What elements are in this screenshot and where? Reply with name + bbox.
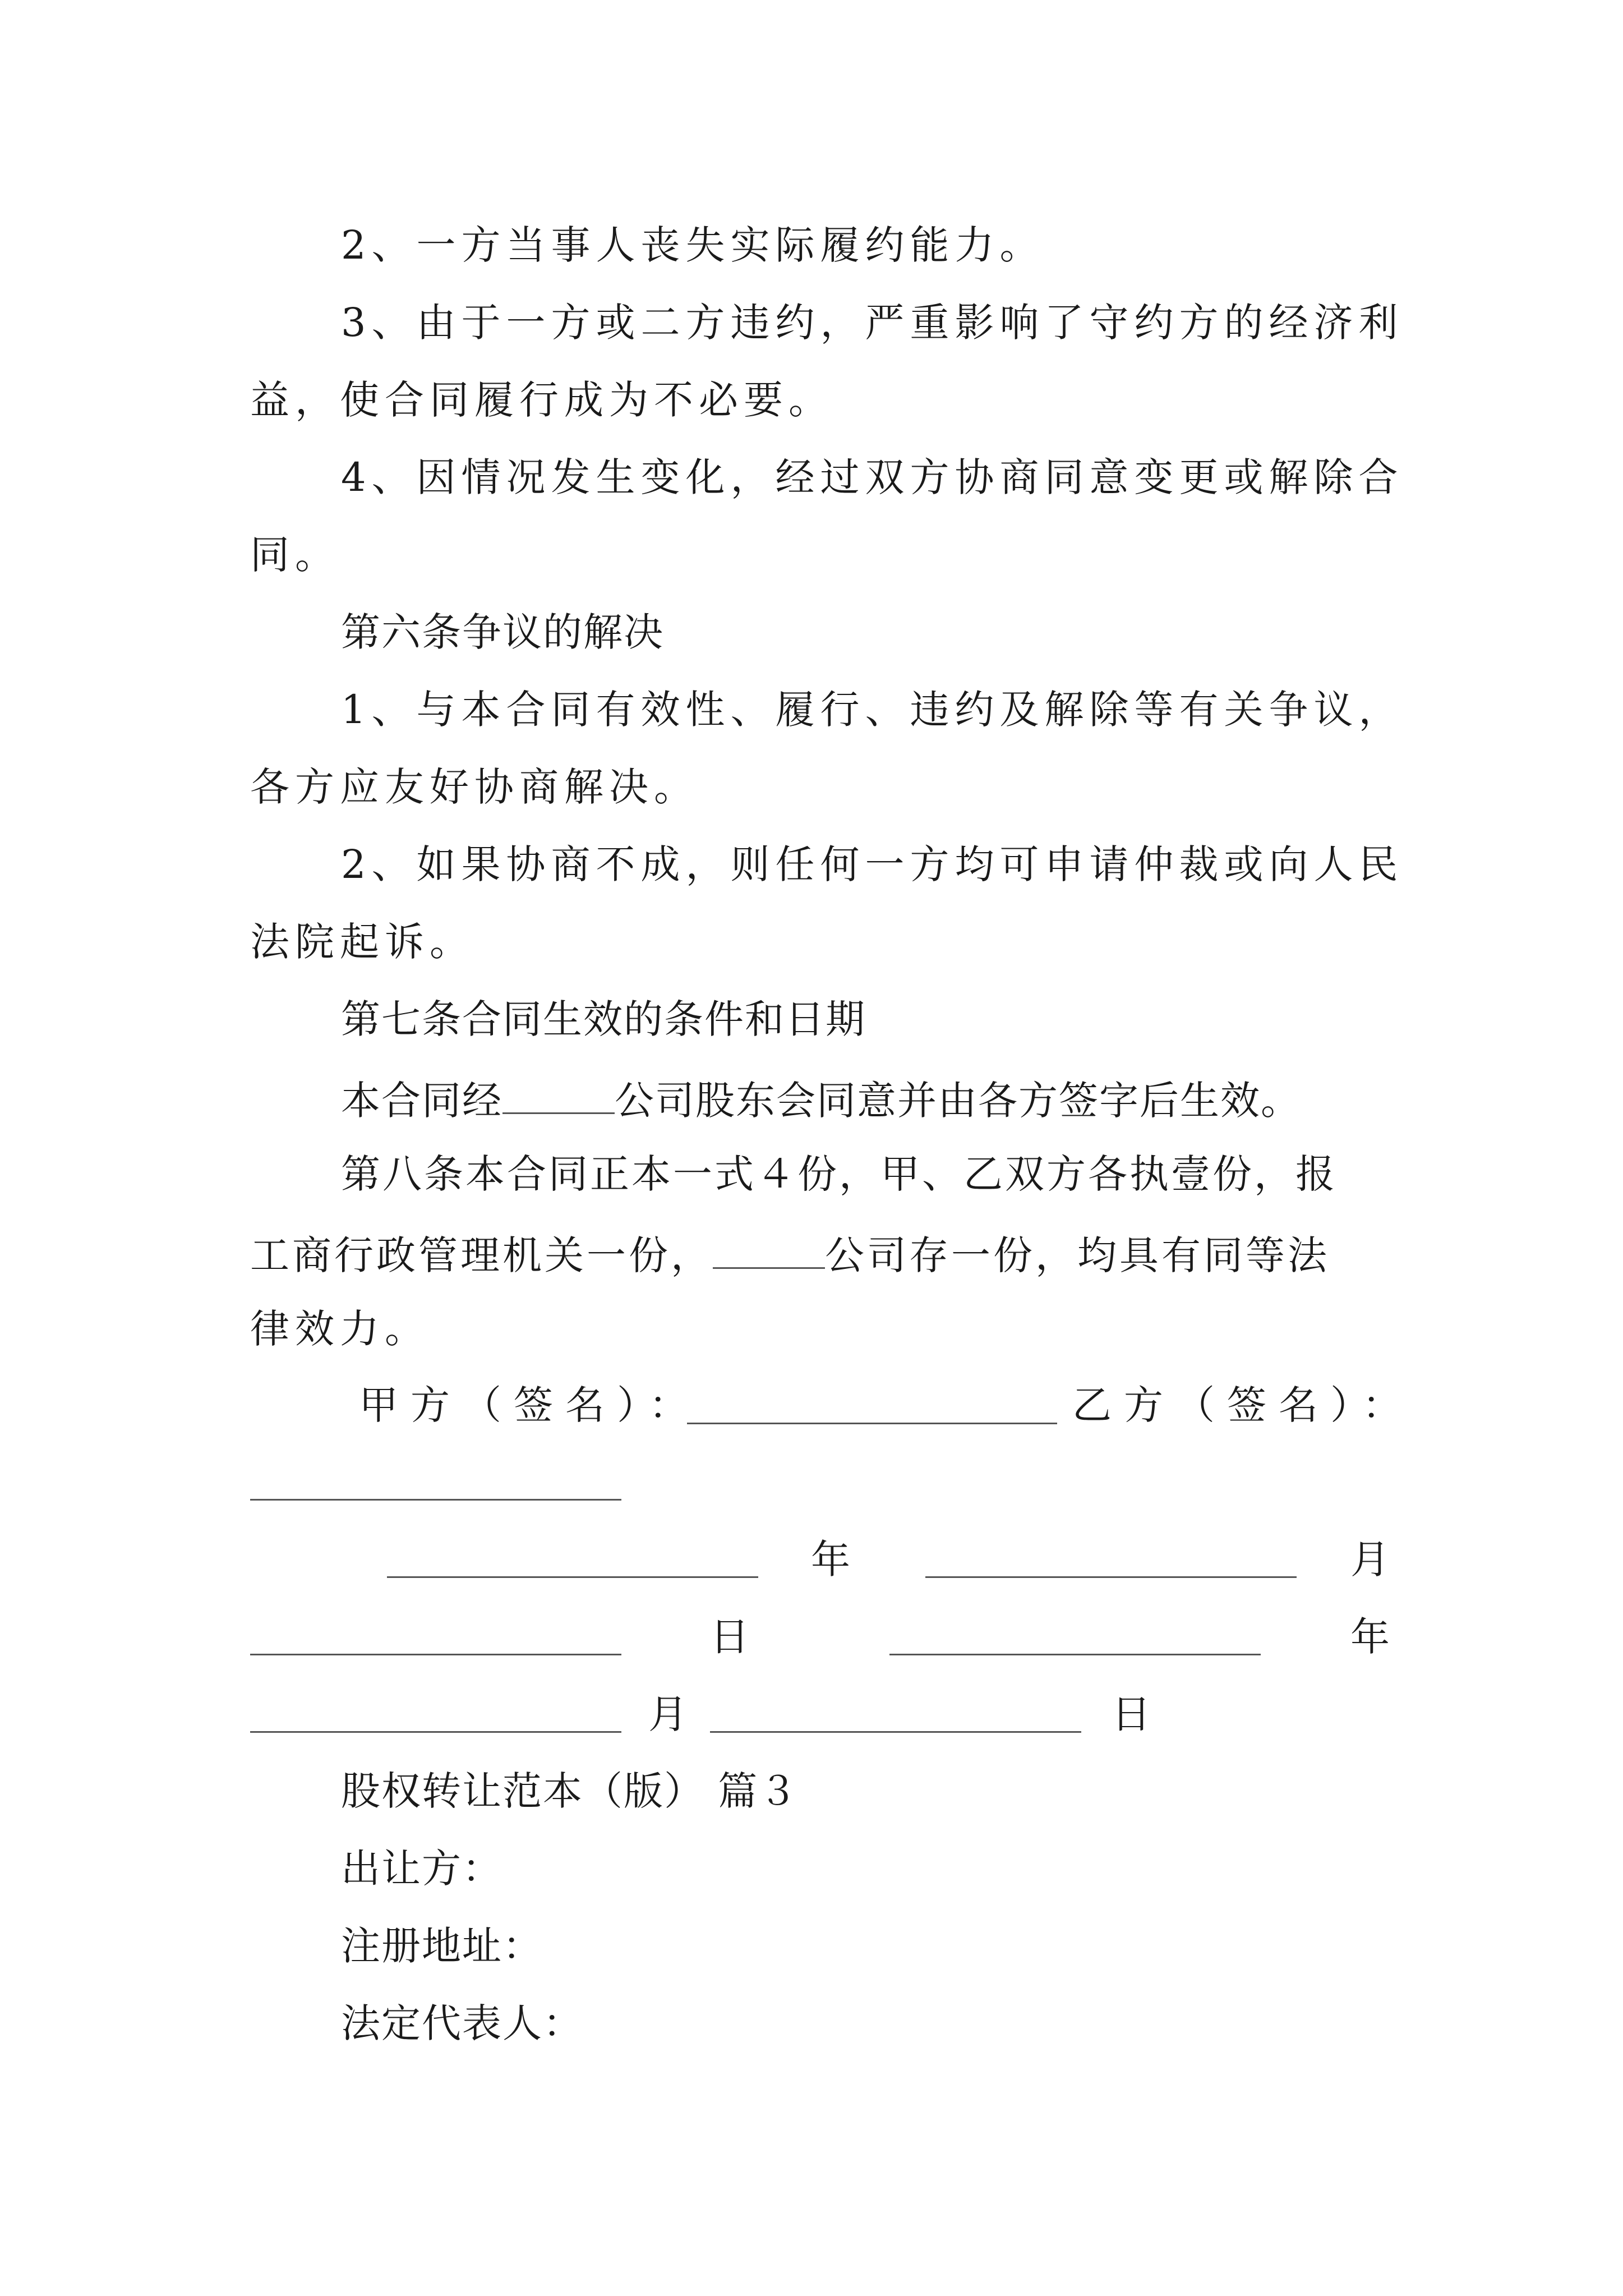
- clause-item-4-cont: 同。: [250, 532, 340, 578]
- party-b-day-line: [710, 1731, 1081, 1733]
- legal-representative-field: 法定代表人：: [341, 2000, 583, 2046]
- company-name-blank-2: [713, 1232, 825, 1269]
- effective-clause-part2: 公司股东会同意并由各方签字后生效。: [615, 1078, 1301, 1124]
- party-b-year-line: [889, 1654, 1261, 1655]
- party-b-day-label: 日: [1112, 1691, 1151, 1737]
- article-8-cont-end: 律效力。: [250, 1306, 430, 1352]
- section-3-title: 股权转让范本（版） 篇３: [341, 1768, 799, 1814]
- transferor-field: 出让方：: [341, 1846, 502, 1892]
- party-a-year-label: 年: [811, 1536, 850, 1582]
- article-8-cont-part2: 公司存一份，均具有同等法: [825, 1232, 1330, 1278]
- party-b-signature-line: [250, 1499, 621, 1501]
- dispute-item-2: 2、如果协商不成，则任何一方均可申请仲裁或向人民: [341, 841, 1404, 887]
- article-6-heading: 第六条争议的解决: [341, 609, 664, 655]
- dispute-item-2-cont: 法院起诉。: [250, 919, 474, 965]
- clause-item-2: 2、一方当事人丧失实际履约能力。: [341, 222, 1045, 268]
- registered-address-field: 注册地址：: [341, 1923, 543, 1969]
- party-a-day-label: 日: [710, 1614, 749, 1660]
- article-7-heading: 第七条合同生效的条件和日期: [341, 996, 866, 1042]
- party-a-month-line: [925, 1576, 1297, 1578]
- party-b-month-line: [250, 1731, 621, 1733]
- party-a-signature-line: [687, 1423, 1057, 1424]
- party-b-month-label: 月: [648, 1691, 688, 1737]
- party-a-label: 甲方（签名）：: [359, 1382, 700, 1428]
- party-a-year-line: [387, 1576, 758, 1578]
- clause-item-3: 3、由于一方或二方违约，严重影响了守约方的经济利: [341, 300, 1404, 346]
- article-8-cont-part1: 工商行政管理机关一份，: [250, 1232, 713, 1278]
- party-a-day-line: [250, 1654, 621, 1655]
- clause-item-3-cont: 益，使合同履行成为不必要。: [250, 377, 833, 423]
- clause-item-4: 4、因情况发生变化，经过双方协商同意变更或解除合: [341, 454, 1404, 500]
- party-b-year-label: 年: [1350, 1614, 1390, 1660]
- party-a-month-label: 月: [1350, 1536, 1390, 1582]
- dispute-item-1: 1、与本合同有效性、履行、违约及解除等有关争议，: [341, 687, 1404, 733]
- effective-clause-part1: 本合同经: [341, 1078, 502, 1124]
- party-b-label: 乙方（签名）：: [1072, 1382, 1414, 1428]
- effective-clause: [341, 1077, 1301, 1124]
- article-8: 第八条本合同正本一式４份，甲、乙双方各执壹份，报: [341, 1151, 1337, 1197]
- article-8-cont: [250, 1232, 1330, 1278]
- dispute-item-1-cont: 各方应友好协商解决。: [250, 764, 699, 810]
- company-name-blank: [502, 1077, 615, 1114]
